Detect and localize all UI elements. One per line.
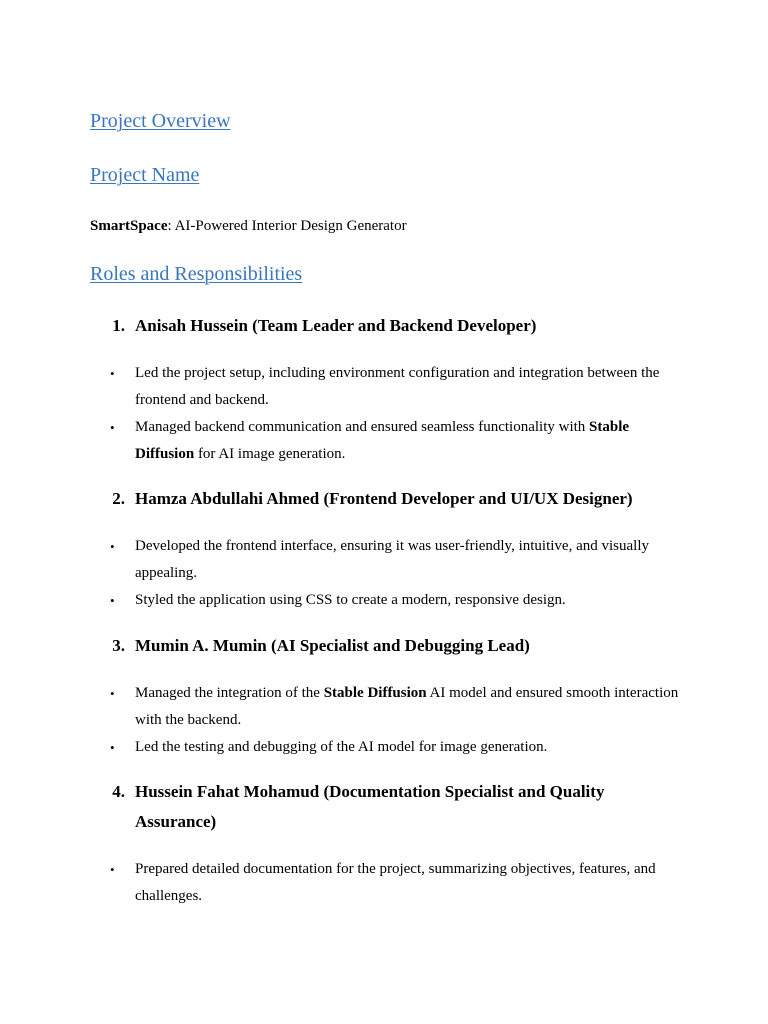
member-bullet-list — [90, 360, 680, 468]
member-title: Hussein Fahat Mohamud (Documentation Specialist and Quality Assurance) — [135, 782, 605, 831]
bullet-text: Led the testing and debugging of the AI model for image generation. — [135, 739, 548, 755]
member-bullet-list — [90, 856, 680, 910]
bullet-emphasis: Stable Diffusion — [323, 685, 427, 701]
member-section — [90, 311, 680, 468]
project-name: SmartSpace — [90, 218, 168, 234]
bullet-text: Led the project setup, including environment configuration and integration between the frontend and backend. — [135, 365, 660, 408]
member-number: 3. — [112, 636, 125, 655]
member-bullet-list — [90, 533, 680, 614]
list-item — [90, 414, 680, 468]
bullet-text: Styled the application using CSS to create a modern, responsive design. — [135, 592, 566, 608]
list-item — [90, 856, 680, 910]
bullet-icon: • — [110, 686, 115, 701]
member-number: 1. — [112, 316, 125, 335]
member-bullet-list — [90, 680, 680, 761]
bullet-text: Developed the frontend interface, ensuring it was user-friendly, intuitive, and visually appealing. — [135, 538, 649, 581]
list-item — [90, 734, 680, 761]
member-heading — [90, 484, 680, 514]
member-title: Hamza Abdullahi Ahmed (Frontend Developer and UI/UX Designer) — [135, 489, 633, 508]
heading-project-overview[interactable]: Project Overview — [90, 110, 231, 132]
member-number: 4. — [112, 782, 125, 801]
bullet-emphasis: Stable Diffusion — [135, 419, 630, 462]
member-heading — [90, 311, 680, 341]
project-name-line — [90, 216, 407, 236]
bullet-icon: • — [110, 862, 115, 877]
member-section — [90, 777, 680, 910]
member-number: 2. — [112, 489, 125, 508]
bullet-icon: • — [110, 420, 115, 435]
heading-roles-responsibilities[interactable]: Roles and Responsibilities — [90, 263, 303, 285]
member-title: Mumin A. Mumin (AI Specialist and Debugging Lead) — [135, 636, 530, 655]
bullet-icon: • — [110, 593, 115, 608]
bullet-text: Managed the integration of the — [135, 685, 324, 701]
bullet-text: AI model and ensured smooth interaction with the backend. — [135, 685, 679, 728]
bullet-text: Managed backend communication and ensured seamless functionality with — [135, 419, 590, 435]
list-item — [90, 533, 680, 587]
bullet-icon: • — [110, 740, 115, 755]
bullet-icon: • — [110, 539, 115, 554]
list-item — [90, 587, 680, 614]
bullet-text: Prepared detailed documentation for the project, summarizing objectives, features, and challenges. — [135, 861, 656, 904]
member-heading — [90, 777, 680, 837]
list-item — [90, 680, 680, 734]
project-tagline: : AI-Powered Interior Design Generator — [167, 218, 407, 234]
list-item — [90, 360, 680, 414]
member-title: Anisah Hussein (Team Leader and Backend Developer) — [135, 316, 537, 335]
heading-project-name[interactable]: Project Name — [90, 164, 200, 186]
bullet-icon: • — [110, 366, 115, 381]
member-section — [90, 484, 680, 614]
member-heading — [90, 631, 680, 661]
bullet-text: for AI image generation. — [194, 446, 346, 462]
member-section — [90, 631, 680, 761]
